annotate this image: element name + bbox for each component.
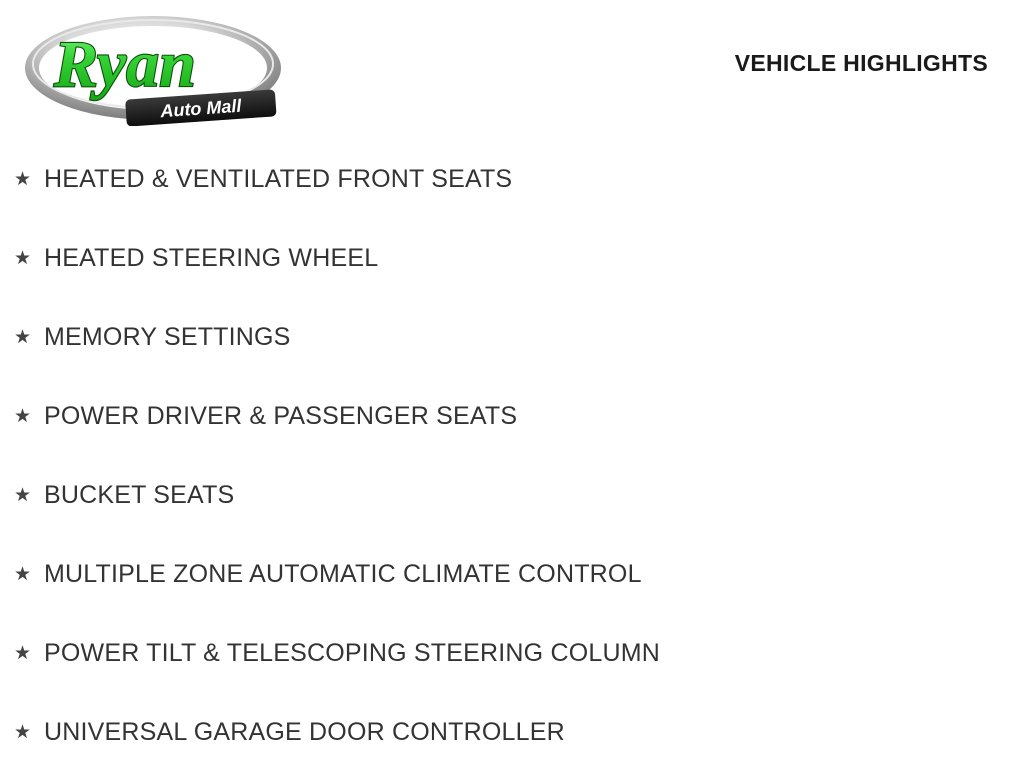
highlight-label: POWER TILT & TELESCOPING STEERING COLUMN	[44, 639, 660, 667]
list-item	[0, 456, 1024, 535]
star-icon: ★	[14, 643, 32, 664]
star-icon: ★	[14, 169, 32, 190]
star-icon: ★	[14, 327, 32, 348]
star-icon: ★	[14, 564, 32, 585]
star-icon: ★	[14, 485, 32, 506]
highlight-label: BUCKET SEATS	[44, 481, 235, 509]
highlight-label: HEATED & VENTILATED FRONT SEATS	[44, 165, 513, 193]
list-item	[0, 377, 1024, 456]
highlight-label: HEATED STEERING WHEEL	[44, 244, 379, 272]
page-header	[0, 0, 1024, 130]
list-item	[0, 140, 1024, 219]
highlight-label: MULTIPLE ZONE AUTOMATIC CLIMATE CONTROL	[44, 560, 642, 588]
highlight-label: MEMORY SETTINGS	[44, 323, 291, 351]
highlight-label: UNIVERSAL GARAGE DOOR CONTROLLER	[44, 718, 565, 746]
highlight-label: POWER DRIVER & PASSENGER SEATS	[44, 402, 518, 430]
star-icon: ★	[14, 406, 32, 427]
svg-text:Auto Mall: Auto Mall	[159, 95, 242, 122]
list-item	[0, 298, 1024, 377]
vehicle-highlights-list	[0, 140, 1024, 772]
star-icon: ★	[14, 248, 32, 269]
list-item	[0, 219, 1024, 298]
svg-text:Ryan: Ryan	[54, 28, 196, 101]
list-item	[0, 535, 1024, 614]
ryan-auto-mall-logo	[18, 10, 298, 126]
list-item	[0, 693, 1024, 772]
page-title: VEHICLE HIGHLIGHTS	[734, 50, 988, 76]
list-item	[0, 614, 1024, 693]
star-icon: ★	[14, 722, 32, 743]
